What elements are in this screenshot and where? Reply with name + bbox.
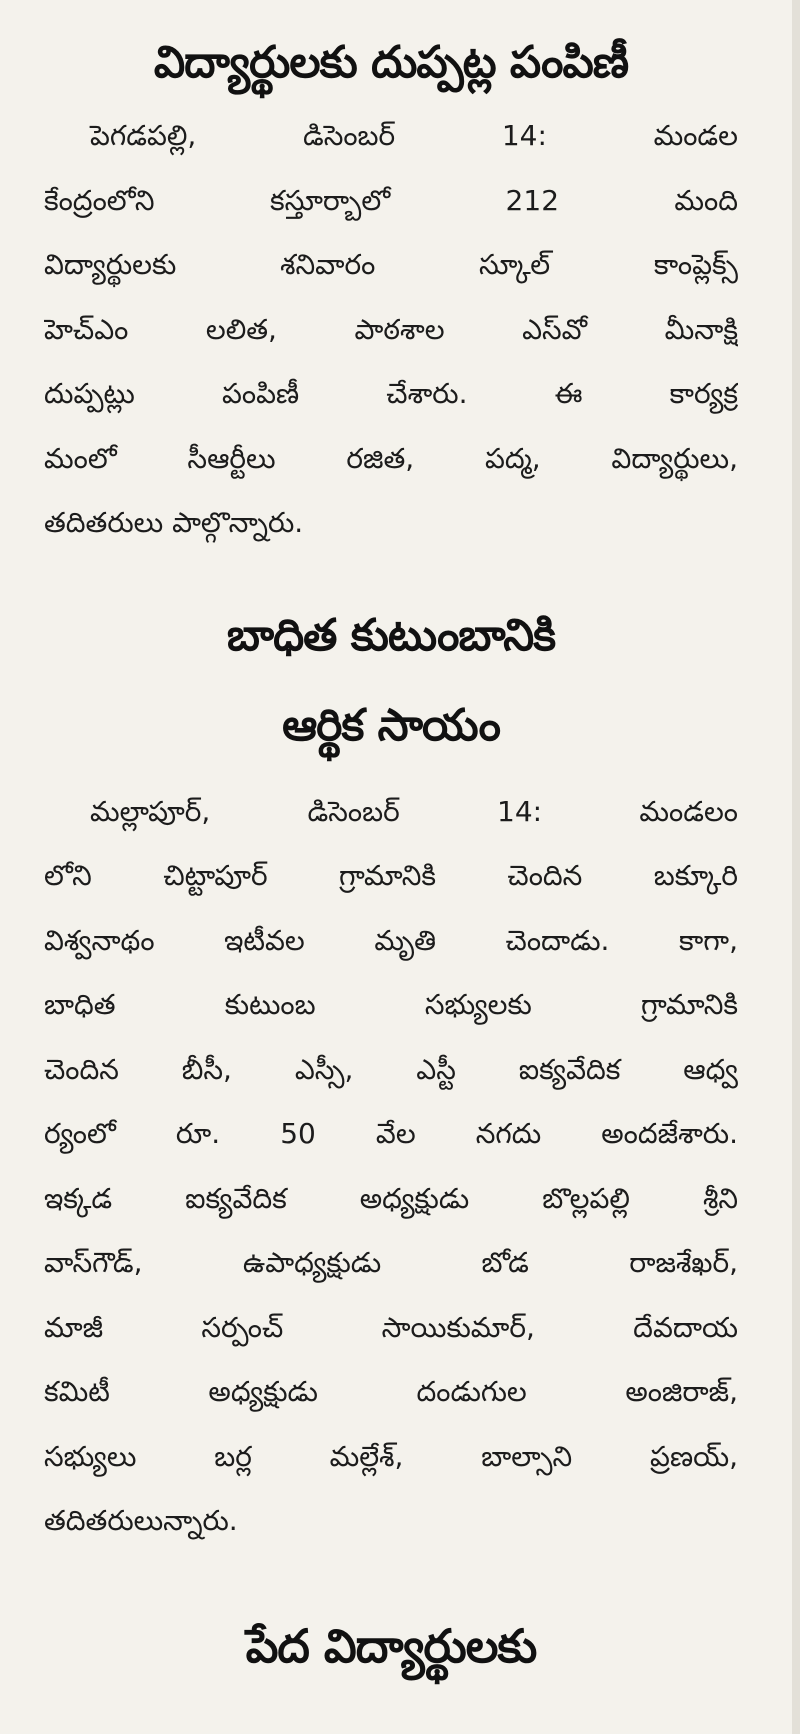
article-1-line: హెచ్‌ఎం లలిత, పాఠశాల ఎస్‌వో మీనాక్షి xyxy=(44,312,738,346)
page-edge xyxy=(792,0,800,1734)
article-1-line: కేంద్రంలోని కస్తూర్బాలో 212 మంది xyxy=(44,183,738,217)
article-2-line: ర్యంలో రూ. 50 వేల నగదు అందజేశారు. xyxy=(44,1117,738,1150)
article-2-body xyxy=(44,780,738,1554)
article-2-line: ఇక్కడ ఐక్యవేదిక అధ్యక్షుడు బొల్లపల్లి శ్రీని xyxy=(44,1181,738,1215)
article-3-headline: పేద విద్యార్థులకు xyxy=(245,1618,537,1673)
article-1-line: మంలో సీఆర్టీలు రజిత, పద్మ, విద్యార్థులు, xyxy=(44,441,738,475)
article-1-headline: విద్యార్థులకు దుప్పట్ల పంపిణీ xyxy=(153,37,629,88)
article-2-line: బాధిత కుటుంబ సభ్యులకు గ్రామానికి xyxy=(44,988,738,1021)
article-2-line: వాస్‌గౌడ్, ఉపాధ్యక్షుడు బోడ రాజశేఖర్, xyxy=(44,1246,738,1279)
article-2-line: లోని చిట్టాపూర్ గ్రామానికి చెందిన బక్కూరి xyxy=(44,859,738,892)
article-1-line: విద్యార్థులకు శనివారం స్కూల్ కాంప్లెక్స్ xyxy=(44,248,738,281)
article-1-line: పెగడపల్లి, డిసెంబర్ 14: మండల xyxy=(90,119,738,152)
article-2-line: కమిటీ అధ్యక్షుడు దండుగుల అంజిరాజ్, xyxy=(44,1375,738,1408)
article-2-line: మల్లాపూర్, డిసెంబర్ 14: మండలం xyxy=(90,794,738,828)
article-2-line: తదితరులున్నారు. xyxy=(44,1504,238,1537)
article-2-headline-line-1: బాధిత కుటుంబానికి xyxy=(226,609,556,661)
article-1-line: తదితరులు పాల్గొన్నారు. xyxy=(44,506,304,539)
article-2-line: సభ్యులు బర్ల మల్లేశ్, బాల్సాని ప్రణయ్, xyxy=(44,1439,738,1473)
article-2-line: విశ్వనాథం ఇటీవల మృతి చెందాడు. కాగా, xyxy=(44,923,738,957)
article-2-headline-line-2: ఆర్థిక సాయం xyxy=(282,699,500,751)
article-1-line: దుప్పట్లు పంపిణీ చేశారు. ఈ కార్యక్ర xyxy=(44,377,738,410)
article-1-body xyxy=(44,104,738,556)
article-2-line: మాజీ సర్పంచ్ సాయికుమార్, దేవదాయ xyxy=(44,1310,738,1344)
article-2-line: చెందిన బీసీ, ఎస్సీ, ఎస్టీ ఐక్యవేదిక ఆధ్వ xyxy=(44,1052,738,1086)
